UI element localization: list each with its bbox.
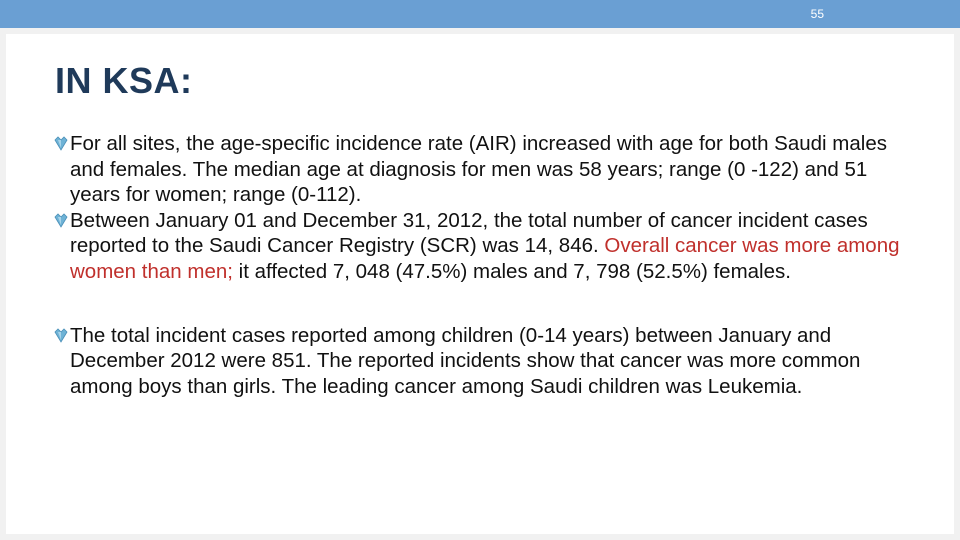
top-bar: [0, 0, 960, 28]
page-number: 55: [810, 7, 824, 21]
highlighted-text: Overall cancer was more among women than men;: [70, 234, 900, 283]
bullet-text: For all sites, the age-specific incidence rate (AIR) increased with age for both Saudi males and females. The median age at diagnosis for men was 58 years; range (0 -122) and 51 years for women; range (0-112).: [70, 132, 887, 207]
slide-title: IN KSA:: [55, 60, 193, 101]
frame-border-left: [0, 28, 6, 540]
bullet-item: [52, 131, 912, 208]
bullet-text: it affected 7, 048 (47.5%) males and 7, 798 (52.5%) females.: [232, 259, 791, 283]
diamond-bullet-icon: [54, 211, 68, 229]
bullet-item: [52, 208, 912, 285]
frame-border-top: [0, 28, 960, 34]
diamond-bullet-icon: [54, 134, 68, 152]
frame-border-right: [954, 28, 960, 540]
bullet-text: The total incident cases reported among children (0-14 years) between January and December 2012 were 851. The reported incidents show that cancer was more common among boys than girls. The leading cancer among Saudi children was Leukemia.: [70, 323, 861, 398]
diamond-bullet-icon: [54, 326, 68, 344]
bullet-list: [52, 131, 912, 399]
bullet-item: [52, 323, 912, 400]
frame-border-bottom: [0, 534, 960, 540]
bullet-text: Between January 01 and December 31, 2012, the total number of cancer incident cases reported to the Saudi Cancer Registry (SCR) was 14, 846.: [70, 208, 868, 258]
